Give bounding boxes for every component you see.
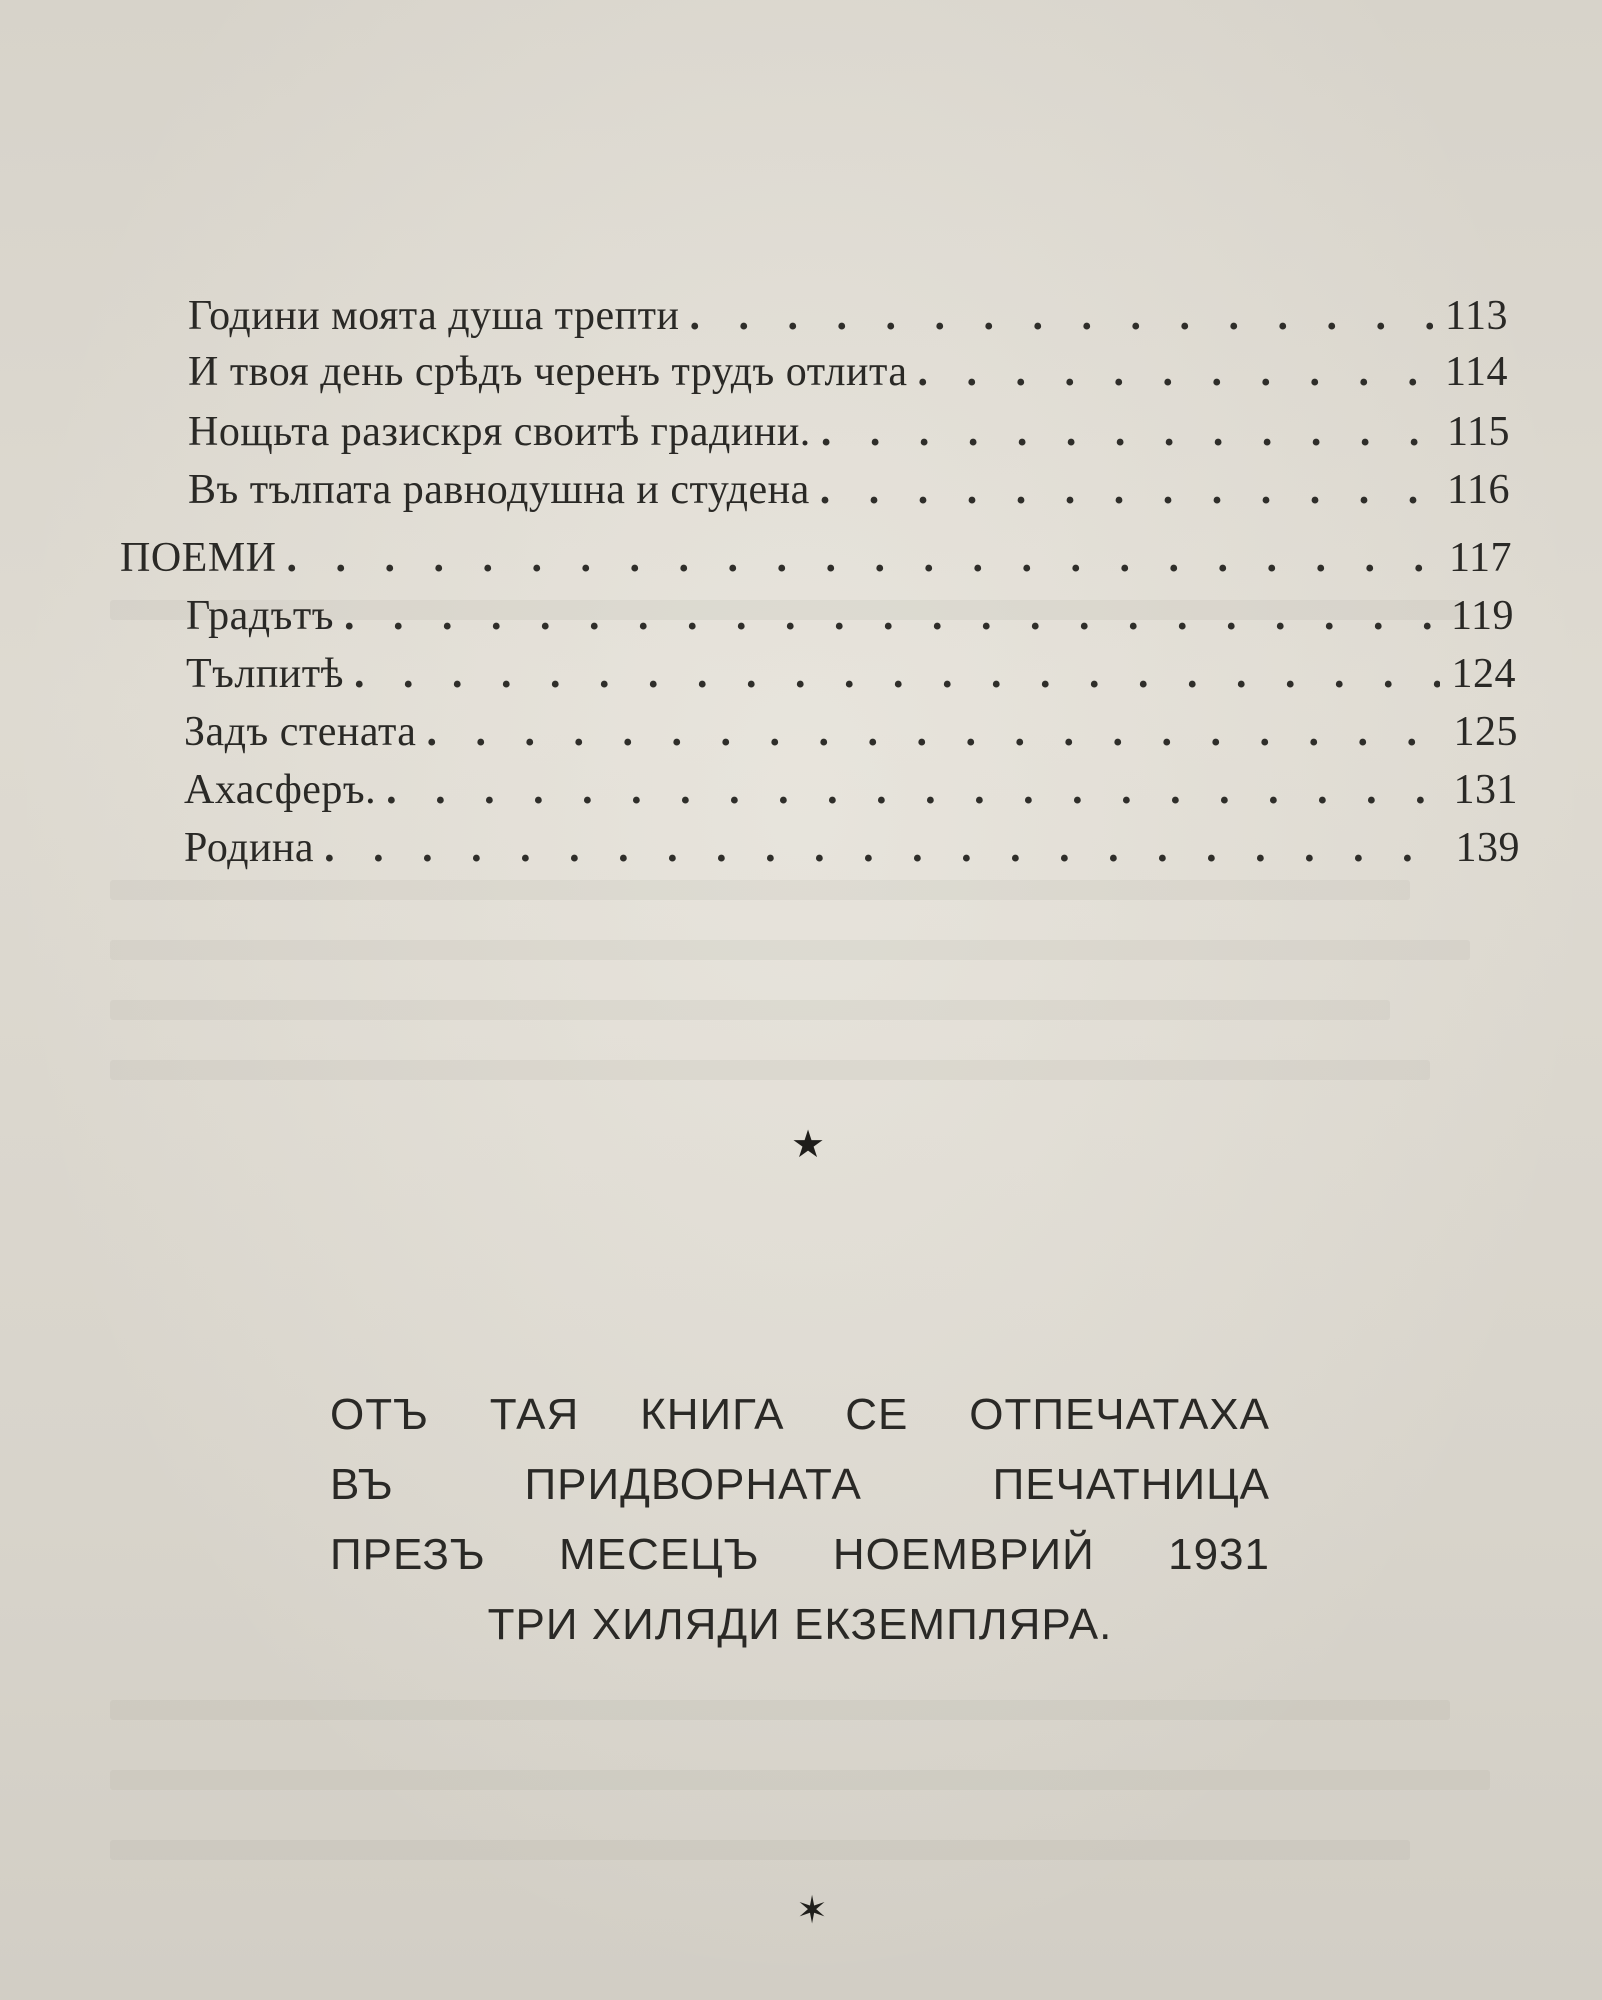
toc-entry-title: Ахасферъ. (184, 767, 377, 813)
toc-entry-page: 125 (1453, 709, 1518, 755)
show-through-line (110, 880, 1410, 900)
toc-entry-title: И твоя день срѣдъ черенъ трудъ отлита (188, 349, 908, 395)
dot-leader (426, 708, 1441, 756)
toc-section (120, 534, 1512, 582)
toc-entry-page: 116 (1447, 467, 1510, 513)
dot-leader (324, 824, 1443, 872)
toc-entry-title: Родина (184, 825, 315, 871)
colophon (330, 1380, 1270, 1660)
dot-leader (689, 292, 1433, 340)
toc-entry (186, 650, 1516, 698)
dot-leader (287, 534, 1438, 582)
toc-entry-title: Години моята душа трепти (188, 293, 680, 339)
toc-entry (186, 592, 1514, 640)
toc-entry-title: Задъ стената (184, 709, 417, 755)
star-ornament-icon: ✶ (796, 1888, 828, 1932)
toc-entry-page: 124 (1451, 651, 1516, 697)
toc-entry (184, 766, 1518, 814)
colophon-line: ПРЕЗЪ МЕСЕЦЪ НОЕМВРИЙ 1931 (330, 1530, 1270, 1579)
toc-entry-page: 113 (1445, 293, 1508, 339)
show-through-line (110, 1700, 1450, 1720)
show-through-line (110, 1840, 1410, 1860)
toc-entry-title: Градътъ (186, 593, 334, 639)
toc-entry (188, 466, 1510, 514)
colophon-line: ОТЪ ТАЯ КНИГА СЕ ОТПЕЧАТАХА (330, 1390, 1270, 1439)
dot-leader (821, 408, 1435, 456)
show-through-line (110, 1000, 1390, 1020)
show-through-line (110, 1060, 1430, 1080)
toc-entry (188, 348, 1508, 396)
toc-entry-title: Нощьта разискря своитѣ градини. (188, 409, 811, 455)
toc-entry-page: 114 (1445, 349, 1508, 395)
dot-leader (820, 466, 1435, 514)
dot-leader (344, 592, 1439, 640)
toc-entry (188, 408, 1510, 456)
show-through-line (110, 1770, 1490, 1790)
dot-leader (386, 766, 1441, 814)
toc-entry (188, 292, 1508, 340)
dot-leader (354, 650, 1440, 698)
toc-entry-title: Въ тълпата равнодушна и студена (188, 467, 810, 513)
toc-entry-page: 131 (1453, 767, 1518, 813)
toc-entry-page: 139 (1455, 825, 1520, 871)
toc-entry-page: 119 (1451, 593, 1514, 639)
show-through-line (110, 940, 1470, 960)
toc-entry (184, 708, 1518, 756)
colophon-line: ВЪ ПРИДВОРНАТА ПЕЧАТНИЦА (330, 1460, 1270, 1509)
toc-entry (184, 824, 1520, 872)
toc-entry-page: 115 (1447, 409, 1510, 455)
star-ornament-icon: ★ (790, 1122, 826, 1166)
colophon-line: ТРИ ХИЛЯДИ ЕКЗЕМПЛЯРА. (487, 1600, 1113, 1649)
toc-section-page: 117 (1449, 535, 1512, 581)
toc-entry-title: Тълпитѣ (186, 651, 344, 697)
toc-section-title: ПОЕМИ (120, 535, 277, 581)
dot-leader (917, 348, 1433, 396)
